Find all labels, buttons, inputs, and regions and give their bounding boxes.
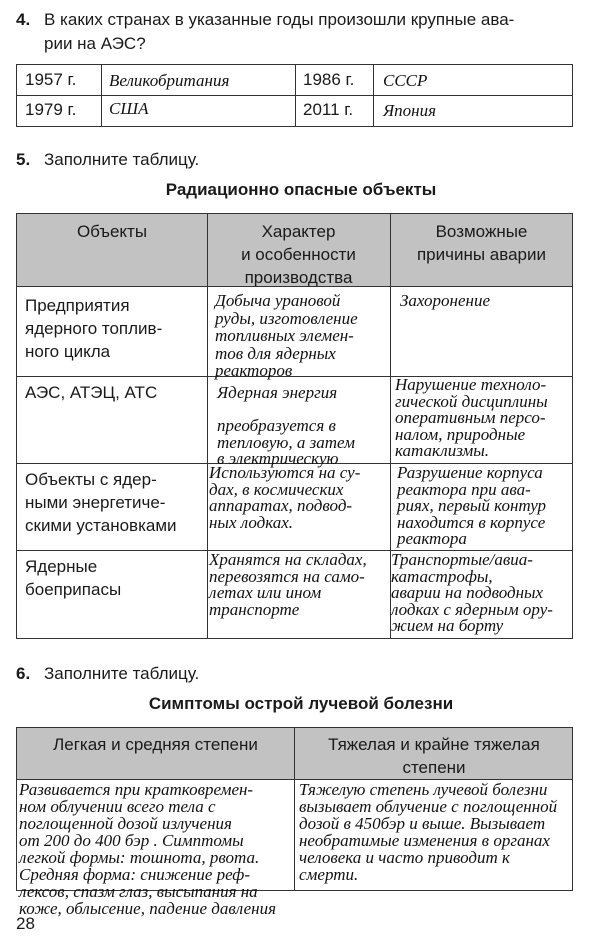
causes-cell: Транспортые/авиа- катастрофы, аварии на подводных лодках с ядерным ору- жием на борту — [391, 550, 553, 635]
radiation-objects-table — [16, 213, 573, 639]
causes-cell: Нарушение техноло- гической дисциплины оперативным персо- налом, природные катаклизмы. — [395, 375, 548, 460]
radiation-sickness-table — [16, 727, 573, 918]
character-cell: Хранятся на складах, перевозятся на само- летах или ином транспорте — [209, 550, 367, 619]
country-cell: Япония — [383, 101, 437, 120]
country-cell: СССР — [383, 71, 428, 90]
character-cell: Ядерная энергия преобразуется в тепловую, а затем в электрическую — [217, 383, 355, 468]
table-title: Радиационно опасные объекты — [165, 180, 437, 199]
character-cell: Используются на су- дах, в космических аппаратах, подвод- ных лодках. — [209, 463, 361, 532]
year-cell: 1986 г. — [303, 70, 355, 89]
object-cell: Объекты с ядер- ными энергетиче- скими установками — [25, 470, 177, 535]
task-number: 4. — [16, 10, 31, 29]
accidents-table — [16, 64, 573, 127]
column-header: Возможные причины аварии — [416, 222, 547, 264]
severe-cell: Тяжелую степень лучевой болезни вызывает облучение с поглощенной дозой в 450бэр и выше. Вызывает необратимые изменения в органах человека и часто приводит к смерти. — [299, 780, 558, 884]
mild-moderate-cell: Развивается при кратковремен- ном облучении всего тела с поглощенной дозой излучения от 200 до 400 бэр . Симптомы легкой формы: тошнота, рвота. Средняя форма: снижение реф- лексов, спазм глаз, высыпания на коже, облысение, падение давления — [19, 780, 276, 918]
column-header: Объекты — [76, 222, 148, 241]
causes-cell: Захоронение — [400, 291, 490, 310]
task-4 — [0, 8, 602, 58]
causes-cell: Разрушение корпуса реактора при ава- риях, первый контур находится в корпусе реактора — [397, 463, 547, 548]
table-title: Симптомы острой лучевой болезни — [148, 694, 454, 713]
task-number: 6. — [16, 664, 31, 683]
task-number: 5. — [16, 150, 31, 169]
object-cell: АЭС, АТЭЦ, АТС — [25, 383, 158, 402]
year-cell: 1979 г. — [25, 100, 77, 119]
page-number: 28 — [16, 914, 35, 933]
column-header: Характер и особенности производства — [241, 222, 356, 287]
task-instruction: Заполните таблицу. — [44, 664, 200, 683]
task-instruction: Заполните таблицу. — [44, 150, 200, 169]
character-cell: Добыча урановой руды, изготовление топливных элемен- тов для ядерных реакторов — [215, 291, 358, 380]
task-question: В каких странах в указанные годы произошли крупные ава- рии на АЭС? — [44, 10, 515, 53]
year-cell: 1957 г. — [25, 70, 77, 89]
column-header: Тяжелая и крайне тяжелая степени — [328, 735, 540, 777]
country-cell: Великобритания — [109, 71, 230, 90]
object-cell: Предприятия ядерного топлив- ного цикла — [25, 296, 163, 361]
year-cell: 2011 г. — [303, 100, 354, 119]
country-cell: США — [109, 99, 149, 118]
task-5 — [0, 148, 602, 172]
column-header: Легкая и средняя степени — [53, 735, 258, 754]
object-cell: Ядерные боеприпасы — [25, 557, 122, 599]
task-6 — [0, 662, 602, 686]
